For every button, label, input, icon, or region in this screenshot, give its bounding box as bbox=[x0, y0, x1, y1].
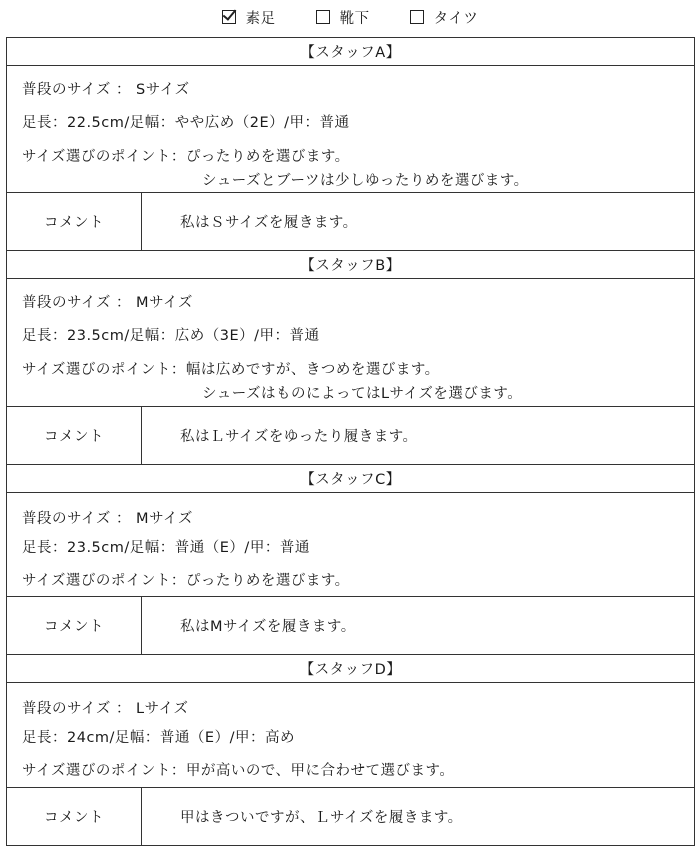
usual-size: 普段のサイズ ： Sサイズ bbox=[22, 82, 190, 98]
legend-tights[interactable] bbox=[410, 7, 479, 28]
staff-info bbox=[7, 683, 694, 788]
comment-label: コメント bbox=[7, 597, 142, 654]
comment-text: 私はMサイズを履きます。 bbox=[180, 619, 356, 635]
size-point-continued: シューズはものによってはLサイズを選びます。 bbox=[202, 386, 523, 402]
usual-size: 普段のサイズ ： Mサイズ bbox=[22, 511, 193, 527]
usual-size: 普段のサイズ ： Lサイズ bbox=[22, 701, 189, 717]
comment-row bbox=[7, 193, 694, 251]
foot-measurements: 足長：23.5cm/足幅：普通（E）/甲：普通 bbox=[22, 540, 310, 556]
staff-header: 【スタッフB】 bbox=[7, 251, 694, 279]
legend-label: 靴下 bbox=[339, 10, 370, 27]
staff-header: 【スタッフC】 bbox=[7, 465, 694, 493]
staff-header: 【スタッフA】 bbox=[7, 38, 694, 66]
foot-measurements: 足長：22.5cm/足幅：やや広め（2E）/甲：普通 bbox=[22, 115, 350, 131]
legend-socks[interactable] bbox=[316, 7, 370, 28]
comment-row bbox=[7, 788, 694, 846]
staff-info bbox=[7, 493, 694, 597]
legend-barefoot[interactable] bbox=[222, 7, 276, 28]
size-point: サイズ選びのポイント：ぴったりめを選びます。 bbox=[22, 573, 350, 589]
foot-measurements: 足長：23.5cm/足幅：広め（3E）/甲：普通 bbox=[22, 328, 320, 344]
comment-row bbox=[7, 597, 694, 655]
size-point: サイズ選びのポイント：ぴったりめを選びます。 bbox=[22, 149, 350, 165]
checkbox-checked-icon[interactable] bbox=[222, 10, 236, 24]
usual-size: 普段のサイズ ： Mサイズ bbox=[22, 295, 193, 311]
comment-label: コメント bbox=[7, 788, 142, 845]
staff-info bbox=[7, 66, 694, 193]
comment-label: コメント bbox=[7, 193, 142, 250]
comment-text: 私はＳサイズを履きます。 bbox=[180, 215, 358, 231]
staff-info bbox=[7, 279, 694, 407]
size-point-continued: シューズとブーツは少しゆったりめを選びます。 bbox=[202, 173, 529, 189]
checkbox-empty-icon[interactable] bbox=[316, 10, 330, 24]
sock-type-legend bbox=[0, 0, 700, 34]
size-point: サイズ選びのポイント：幅は広めですが、きつめを選びます。 bbox=[22, 362, 440, 378]
staff-header: 【スタッフD】 bbox=[7, 655, 694, 683]
comment-text: 甲はきついですが、Ｌサイズを履きます。 bbox=[180, 810, 463, 826]
checkbox-empty-icon[interactable] bbox=[410, 10, 424, 24]
staff-size-table bbox=[6, 37, 695, 846]
legend-label: 素足 bbox=[245, 10, 276, 27]
size-point: サイズ選びのポイント：甲が高いので、甲に合わせて選びます。 bbox=[22, 763, 455, 779]
foot-measurements: 足長：24cm/足幅：普通（E）/甲：高め bbox=[22, 730, 295, 746]
legend-label: タイツ bbox=[433, 10, 479, 27]
comment-label: コメント bbox=[7, 407, 142, 464]
comment-text: 私はＬサイズをゆったり履きます。 bbox=[180, 429, 418, 445]
comment-row bbox=[7, 407, 694, 465]
